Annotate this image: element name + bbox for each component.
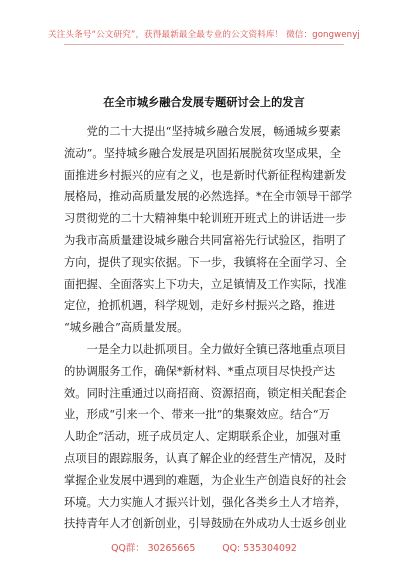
footer-qq-contact: QQ: 535304092 — [222, 543, 297, 554]
body-line: 的协调服务工作，确保*新材料、*重点项目尽快投产达 — [64, 364, 336, 378]
document-title: 在全市城乡融合发展专题研讨会上的发言 — [103, 95, 305, 109]
body-line: 习贯彻党的二十大精神集中轮训班开班式上的讲话进一步 — [64, 212, 347, 226]
page-footer — [0, 540, 408, 554]
body-line: 一是全力以赴抓项目。全力做好全镇已落地重点项目 — [64, 342, 347, 356]
body-line: 展格局，推动高质量发展的必然选择。*在全市领导干部学 — [64, 190, 353, 204]
body-line: 面把握、全面落实上下功夫，立足镇情及工作实际，找准 — [64, 277, 347, 291]
body-line: 人助企”活动，班子成员定人、定期联系企业，加强对重 — [64, 430, 341, 444]
body-line: 业，形成“引来一个、带来一批”的集聚效应。结合“万 — [64, 408, 330, 422]
body-line: 为我市高质量建设城乡融合共同富裕先行试验区，指明了 — [64, 233, 347, 247]
body-line: 面推进乡村振兴的应有之义，也是新时代新征程构建新发 — [64, 168, 347, 182]
header-divider — [64, 44, 344, 45]
body-line: 方向，提供了现实依据。下一步，我镇将在全面学习、全 — [64, 255, 347, 269]
body-line: “城乡融合”高质量发展。 — [64, 321, 189, 335]
footer-qq-group: QQ群： 30265665 — [111, 543, 196, 554]
body-line: 效。同时注重通过以商招商、资源招商，锁定相关配套企 — [64, 386, 347, 400]
body-line: 流动”。坚持城乡融合发展是巩固拓展脱贫攻坚成果，全 — [64, 146, 341, 160]
page-header-banner: 关注头条号“公文研究”，获得最新最全最专业的公文资料库！ 微信：gongwenyj — [48, 30, 360, 40]
body-line: 环境。大力实施人才振兴计划，强化各类乡土人才培养， — [64, 495, 347, 509]
document-body — [64, 121, 353, 535]
body-line: 点项目的跟踪服务，认真了解企业的经营生产情况，及时 — [64, 451, 347, 465]
body-line: 定位，抢抓机遇，科学规划，走好乡村振兴之路，推进 — [64, 299, 336, 313]
body-line: 扶持青年人才创新创业，引导鼓励在外成功人士返乡创业 — [64, 517, 347, 531]
body-line: 掌握企业发展中遇到的难题，为企业生产创造良好的社会 — [64, 473, 347, 487]
body-line: 党的二十大提出“坚持城乡融合发展，畅通城乡要素 — [64, 125, 341, 138]
